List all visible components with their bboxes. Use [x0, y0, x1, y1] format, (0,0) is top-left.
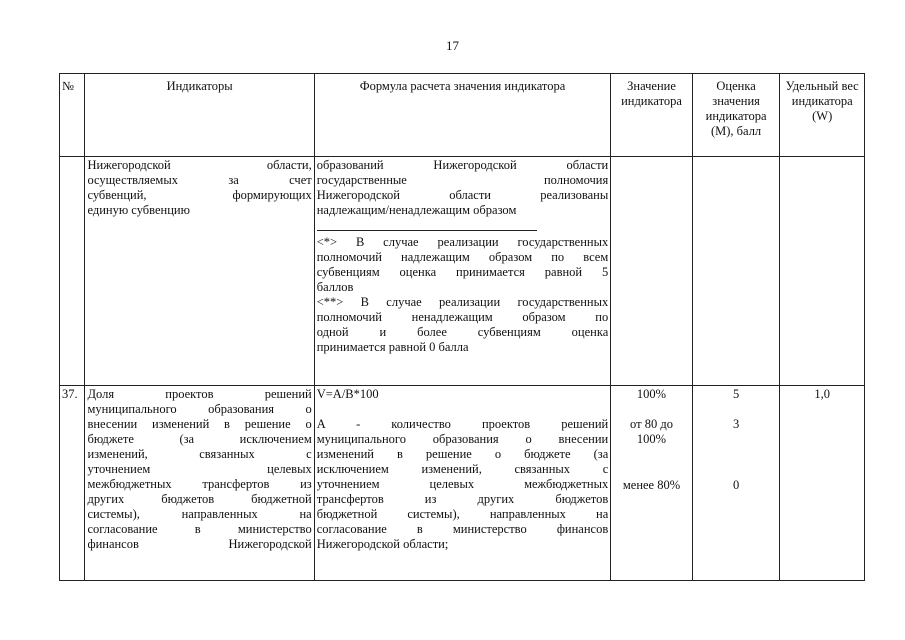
indicator-line: осуществляемых за счет — [87, 173, 312, 187]
footnote-line: полномочий ненадлежащим образом по — [316, 310, 609, 324]
score-3: 3 — [732, 417, 740, 431]
value-80-100-line2: 100% — [636, 432, 667, 446]
formula-line: бюджетной системы), направленных на — [316, 507, 609, 521]
footnote-line: <**> В случае реализации государственных — [316, 295, 609, 309]
formula-line: исключением изменений, связанных с — [316, 462, 609, 476]
table-header-row — [60, 74, 865, 157]
header-score: Оценка значения индикатора (M), балл — [692, 74, 780, 157]
table-row — [60, 157, 865, 386]
footnote-line: полномочий надлежащим образом по всем — [316, 250, 609, 264]
indicator-line: субвенций, формирующих — [87, 188, 312, 202]
indicator-table — [59, 73, 865, 581]
formula-line: трансфертов из других бюджетов — [316, 492, 609, 506]
weight-cell: 1,0 — [780, 386, 865, 581]
footnote-line: одной и более субвенциям оценка — [316, 325, 609, 339]
indicator-line: Доля проектов решений — [87, 387, 312, 401]
header-value: Значение индикатора — [611, 74, 693, 157]
footnote-line: баллов — [316, 280, 354, 294]
indicator-line: уточнением целевых — [87, 462, 312, 476]
weight-cell — [780, 157, 865, 386]
indicator-cell — [85, 157, 314, 386]
indicator-line: межбюджетных трансфертов из — [87, 477, 312, 491]
indicator-line: системы), направленных на — [87, 507, 312, 521]
formula-line: Нижегородской области; — [316, 537, 449, 551]
formula-line: уточнением целевых межбюджетных — [316, 477, 609, 491]
indicator-line: согласование в министерство — [87, 522, 312, 536]
header-number: № — [60, 74, 85, 157]
value-80-100-line1: от 80 до — [630, 417, 673, 431]
value-100: 100% — [636, 387, 667, 401]
score-5: 5 — [732, 387, 740, 401]
score-cell — [692, 386, 780, 581]
indicator-line: финансов Нижегородской — [87, 537, 312, 551]
header-indicators: Индикаторы — [85, 74, 314, 157]
indicator-cell — [85, 386, 314, 581]
page-number: 17 — [446, 38, 459, 53]
header-weight: Удельный вес индикатора (W) — [780, 74, 865, 157]
indicator-line: бюджете (за исключением — [87, 432, 312, 446]
formula-cell — [314, 386, 611, 581]
formula-line: согласование в министерство финансов — [316, 522, 609, 536]
footnote-line: <*> В случае реализации государственных — [316, 235, 609, 249]
value-below-80: менее 80% — [622, 478, 681, 492]
header-formula: Формула расчета значения индикатора — [314, 74, 611, 157]
formula-line: муниципального образования о внесении — [316, 432, 609, 446]
indicator-line: муниципального образования о — [87, 402, 312, 416]
value-cell — [611, 157, 693, 386]
footnote-line: принимается равной 0 балла — [316, 340, 469, 354]
formula-line: государственные полномочия — [316, 173, 609, 187]
score-cell — [692, 157, 780, 386]
formula-line: образований Нижегородской области — [316, 158, 609, 172]
indicator-line: других бюджетов бюджетной — [87, 492, 312, 506]
indicator-line: Нижегородской области, — [87, 158, 312, 172]
row-number-cell: 37. — [60, 386, 85, 581]
indicator-line: внесении изменений в решение о — [87, 417, 312, 431]
formula-line: изменений в решение о бюджете (за — [316, 447, 609, 461]
row-number-cell — [60, 157, 85, 386]
indicator-line: изменений, связанных с — [87, 447, 312, 461]
formula-expression: V=A/B*100 — [316, 387, 379, 401]
footnote-line: субвенциям оценка принимается равной 5 — [316, 265, 609, 279]
indicator-line: единую субвенцию — [87, 203, 190, 217]
score-0: 0 — [732, 478, 740, 492]
formula-line: надлежащим/ненадлежащим образом — [316, 203, 517, 217]
footnote-separator — [317, 230, 537, 231]
formula-cell — [314, 157, 611, 386]
formula-line: A - количество проектов решений — [316, 417, 609, 431]
table-row — [60, 386, 865, 581]
value-cell — [611, 386, 693, 581]
formula-line: Нижегородской области реализованы — [316, 188, 609, 202]
